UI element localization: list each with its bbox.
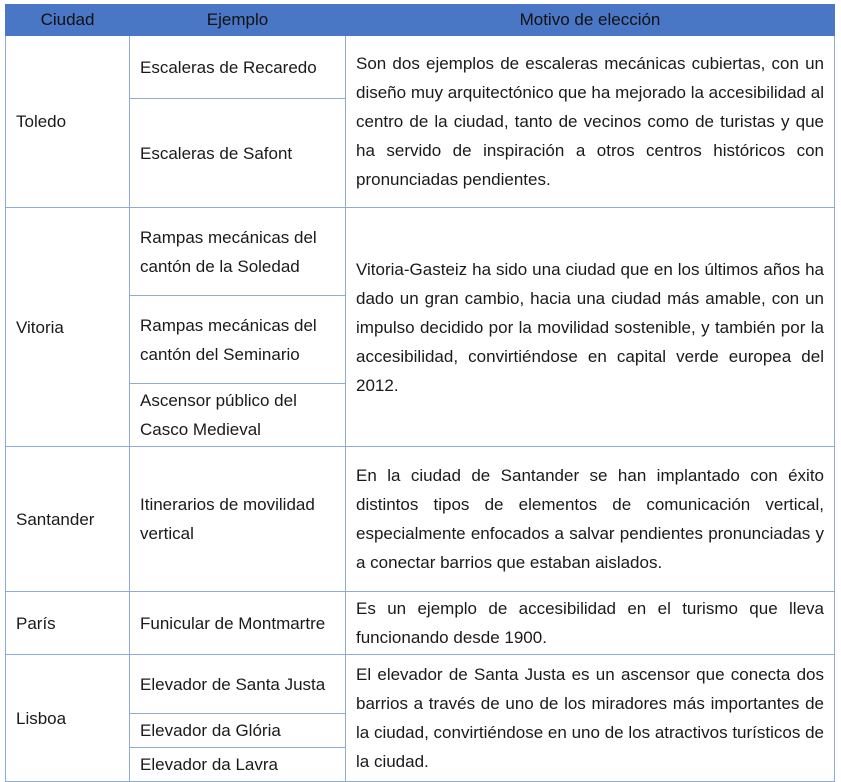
example-cell: Ascensor público del Casco Medieval	[130, 384, 346, 447]
table-row	[6, 208, 835, 296]
example-cell: Rampas mecánicas del cantón de la Soledad	[130, 208, 346, 296]
example-cell: Escaleras de Safont	[130, 99, 346, 208]
table-row	[6, 36, 835, 99]
table-row	[6, 655, 835, 714]
example-cell: Elevador de Santa Justa	[130, 655, 346, 714]
reason-cell-santander: En la ciudad de Santander se han implantado con éxito distintos tipos de elementos de comunicación vertical, especialmente enfocados a salvar pendientes pronunciadas y a conectar barrios que estaban aislados.	[346, 447, 835, 592]
example-cell: Rampas mecánicas del cantón del Seminario	[130, 296, 346, 384]
city-cell-toledo: Toledo	[6, 36, 130, 208]
example-cell: Elevador da Glória	[130, 714, 346, 748]
city-cell-paris: París	[6, 592, 130, 655]
city-cell-santander: Santander	[6, 447, 130, 592]
header-ciudad: Ciudad	[6, 5, 130, 36]
reason-cell-toledo: Son dos ejemplos de escaleras mecánicas cubiertas, con un diseño muy arquitectónico que ha mejorado la accesibilidad al centro de la ciudad, tanto de vecinos como de turistas y que ha servido de inspiración a otros centros históricos con pronunciadas pendientes.	[346, 36, 835, 208]
table-row	[6, 447, 835, 592]
example-cell: Elevador da Lavra	[130, 748, 346, 782]
header-motivo: Motivo de elección	[346, 5, 835, 36]
example-cell: Itinerarios de movilidad vertical	[130, 447, 346, 592]
example-cell: Escaleras de Recaredo	[130, 36, 346, 99]
reason-cell-lisboa: El elevador de Santa Justa es un ascensor que conecta dos barrios a través de uno de los miradores más importantes de la ciudad, convirtiéndose en uno de los atractivos turísticos de la ciudad.	[346, 655, 835, 782]
comparison-table	[5, 4, 835, 782]
reason-cell-vitoria: Vitoria-Gasteiz ha sido una ciudad que en los últimos años ha dado un gran cambio, hacia una ciudad más amable, con un impulso decidido por la movilidad sostenible, y también por la accesibilidad, convirtiéndose en capital verde europea del 2012.	[346, 208, 835, 447]
city-cell-vitoria: Vitoria	[6, 208, 130, 447]
table-row	[6, 592, 835, 655]
city-cell-lisboa: Lisboa	[6, 655, 130, 782]
header-ejemplo: Ejemplo	[130, 5, 346, 36]
example-cell: Funicular de Montmartre	[130, 592, 346, 655]
header-row	[6, 5, 835, 36]
reason-cell-paris: Es un ejemplo de accesibilidad en el turismo que lleva funcionando desde 1900.	[346, 592, 835, 655]
